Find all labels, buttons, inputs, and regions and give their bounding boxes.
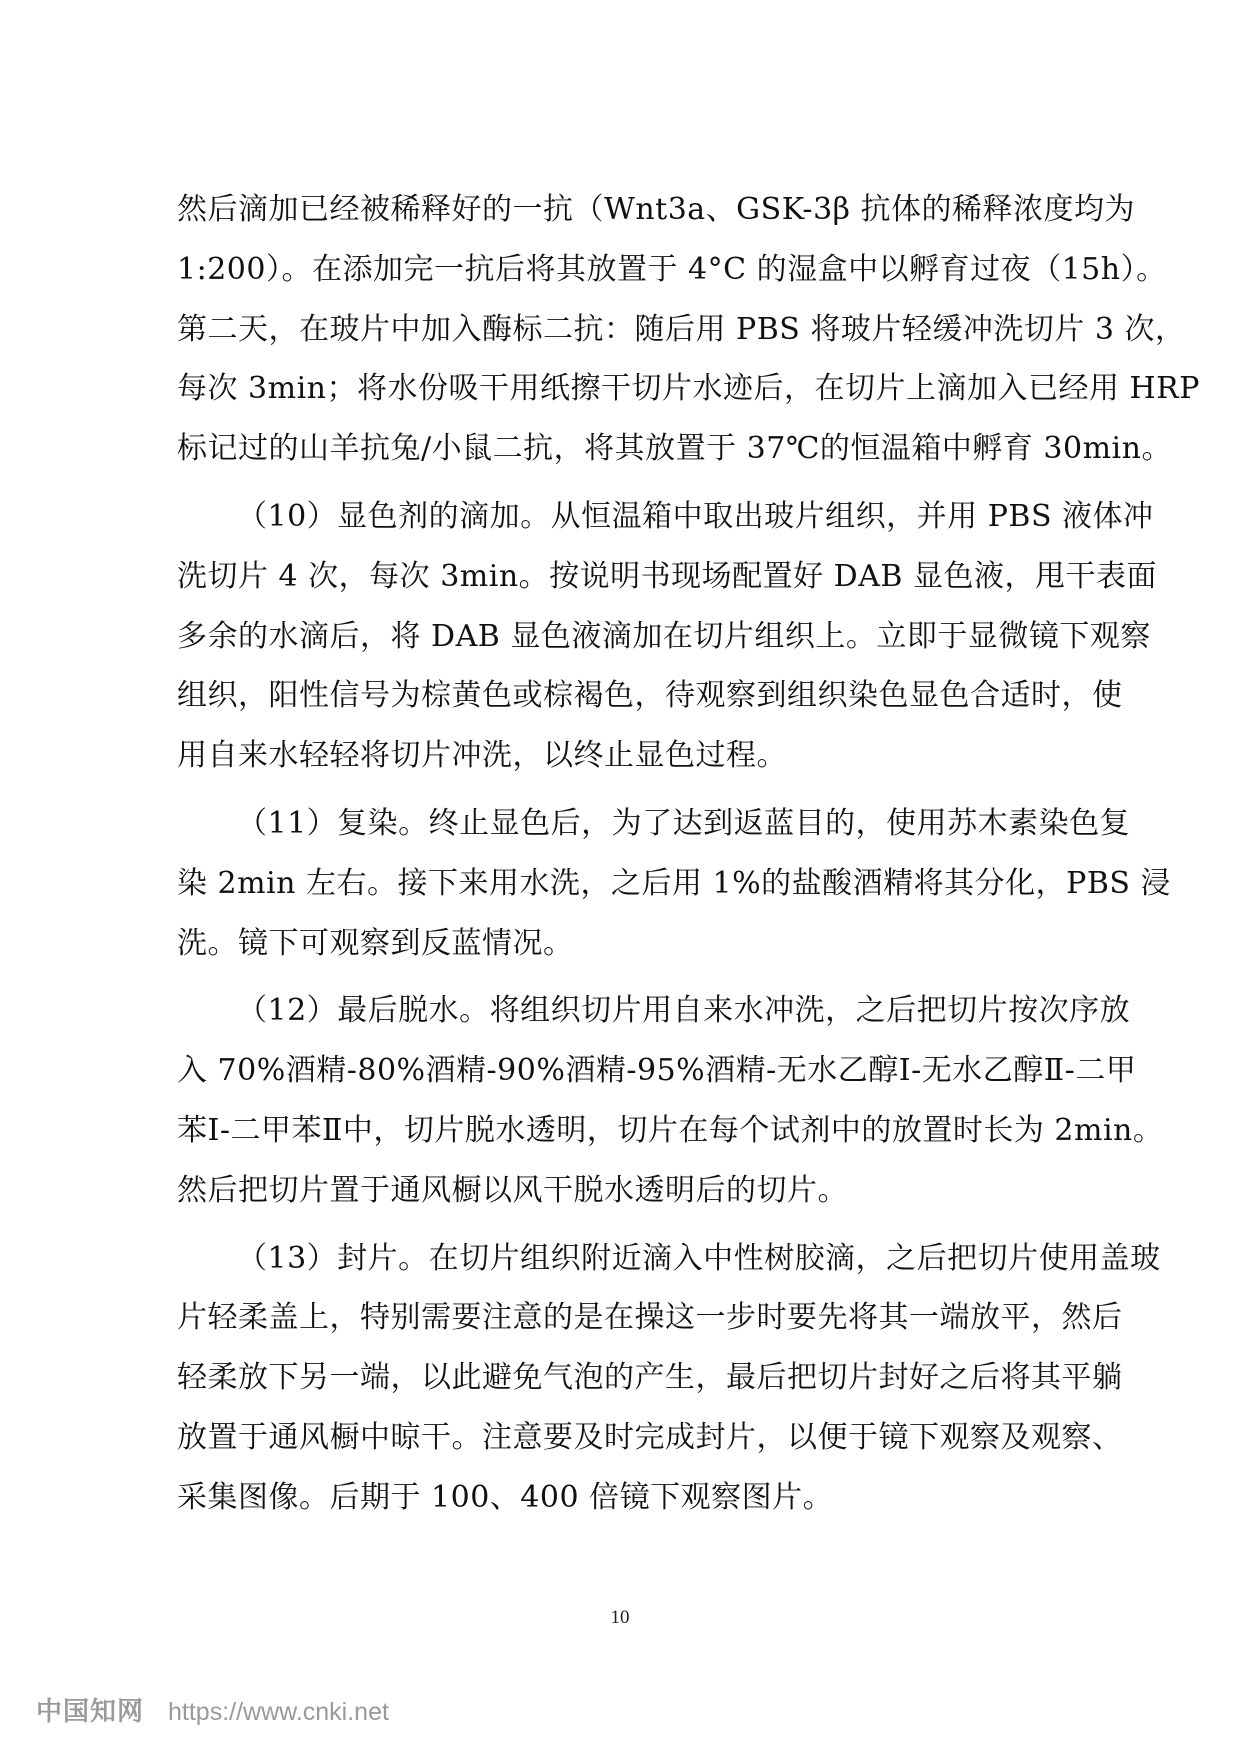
paragraph bbox=[177, 1229, 1161, 1528]
text-line: 然后把切片置于通风橱以风干脱水透明后的切片。 bbox=[177, 1172, 848, 1208]
page-number: 10 bbox=[610, 1607, 630, 1628]
paragraph bbox=[177, 794, 1171, 973]
text-line: 采集图像。后期于 100、400 倍镜下观察图片。 bbox=[177, 1479, 834, 1515]
text-line: 放置于通风橱中晾干。注意要及时完成封片，以便于镜下观察及观察、 bbox=[177, 1419, 1123, 1455]
text-line: 片轻柔盖上，特别需要注意的是在操这一步时要先将其一端放平，然后 bbox=[177, 1300, 1123, 1336]
text-line: （10）显色剂的滴加。从恒温箱中取出玻片组织，并用 PBS 液体冲 bbox=[237, 498, 1154, 534]
cnki-url[interactable]: https://www.cnki.net bbox=[168, 1698, 389, 1726]
text-line: 洗切片 4 次，每次 3min。按说明书现场配置好 DAB 显色液，甩干表面 bbox=[177, 558, 1157, 594]
text-line: 多余的水滴后，将 DAB 显色液滴加在切片组织上。立即于显微镜下观察 bbox=[177, 618, 1151, 654]
text-line: 然后滴加已经被稀释好的一抗（Wnt3a、GSK-3β 抗体的稀释浓度均为 bbox=[177, 192, 1136, 227]
text-line: 苯Ⅰ-二甲苯Ⅱ中，切片脱水透明，切片在每个试剂中的放置时长为 2min。 bbox=[177, 1112, 1164, 1148]
paragraph bbox=[177, 981, 1164, 1220]
text-line: 轻柔放下另一端，以此避免气泡的产生，最后把切片封好之后将其平躺 bbox=[177, 1360, 1123, 1396]
text-line: 用自来水轻轻将切片冲洗，以终止显色过程。 bbox=[177, 738, 787, 774]
text-line: 染 2min 左右。接下来用水洗，之后用 1%的盐酸酒精将其分化，PBS 浸 bbox=[177, 865, 1171, 901]
cnki-logo: 中国知网 bbox=[36, 1697, 145, 1727]
body-text bbox=[177, 180, 1200, 1528]
text-line: 每次 3min；将水份吸干用纸擦干切片水迹后，在切片上滴加入已经用 HRP bbox=[177, 371, 1200, 407]
text-line: 1:200）。在添加完一抗后将其放置于 4°C 的湿盒中以孵育过夜（15h）。 bbox=[177, 251, 1167, 287]
text-line: 组织，阳性信号为棕黄色或棕褐色，待观察到组织染色显色合适时，使 bbox=[177, 678, 1123, 714]
paragraph bbox=[177, 180, 1200, 479]
text-line: 标记过的山羊抗兔/小鼠二抗，将其放置于 37℃的恒温箱中孵育 30min。 bbox=[177, 431, 1172, 467]
text-line: （13）封片。在切片组织附近滴入中性树胶滴，之后把切片使用盖玻 bbox=[237, 1240, 1161, 1276]
text-line: 第二天，在玻片中加入酶标二抗：随后用 PBS 将玻片轻缓冲洗切片 3 次， bbox=[177, 311, 1186, 347]
text-line: 洗。镜下可观察到反蓝情况。 bbox=[177, 925, 574, 961]
cnki-watermark bbox=[36, 1691, 389, 1728]
text-line: （11）复染。终止显色后，为了达到返蓝目的，使用苏木素染色复 bbox=[237, 805, 1131, 841]
paragraph bbox=[177, 487, 1157, 786]
text-line: （12）最后脱水。将组织切片用自来水冲洗，之后把切片按次序放 bbox=[237, 993, 1131, 1029]
text-line: 入 70%酒精-80%酒精-90%酒精-95%酒精-无水乙醇Ⅰ-无水乙醇Ⅱ-二甲 bbox=[177, 1053, 1137, 1089]
